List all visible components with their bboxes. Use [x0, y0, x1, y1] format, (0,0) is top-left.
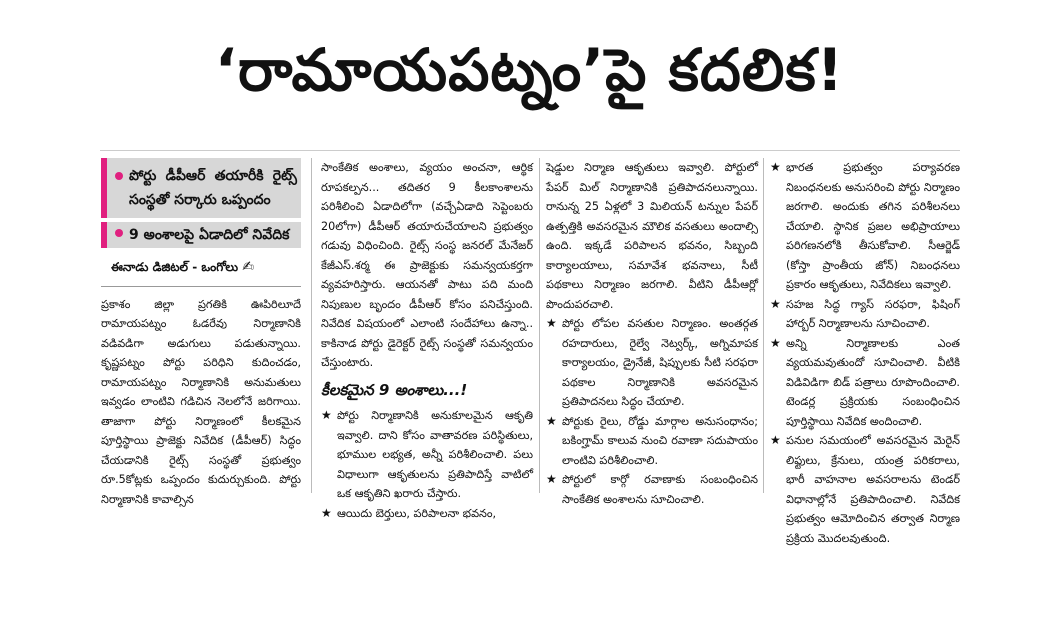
star-icon: ★ — [546, 316, 557, 330]
headline: ‘రామాయపట్నం’పై కదలిక! — [214, 36, 845, 104]
column-4 — [770, 158, 960, 548]
byline — [111, 258, 301, 278]
star-icon: ★ — [770, 335, 781, 350]
pen-icon: ✍ — [242, 259, 254, 275]
top-divider — [100, 150, 960, 151]
column-2 — [321, 158, 533, 523]
col1-body: ప్రకాశం జిల్లా ప్రగతికి ఊపిరిలూదే రామాయపట్నం ఓడరేవు నిర్మాణానికి వడివడిగా అడుగులు పడుతున్నాయి. కృష్ణపట్నం పోర్టు పరిధిని కుదించడం, రామాయపట్నం నిర్మాణానికి అనుమతులు ఇవ్వడం లాంటివి గడిచిన నెలలోనే జరిగాయి. తాజాగా పోర్టు నిర్మాణంలో కీలకమైన పూర్తిస్థాయి ప్రాజెక్టు నివేదిక (డీపీఆర్) సిద్ధం చేయడానికి రైట్స్ సంస్థతో ప్రభుత్వం రూ.5కోట్లకు ఒప్పందం కుదుర్చుకుంది. పోర్టు నిర్మాణానికి కావాల్సిన — [101, 297, 301, 506]
highlight-item-2 — [101, 222, 301, 248]
list-item-text: పోర్టు లోపల వసతుల నిర్మాణం. అంతర్గత రహదారులు, రైల్వే నెట్వర్క్, అగ్నిమాపక కార్యాలయం, డ్రైనేజీ, షిప్పులకు సీటి సరఫరా పథకాల నిర్మాణానికి అవసరమైన ప్రతిపాదనలు సిద్ధం చేయాలి. — [562, 317, 758, 408]
list-item-text: ఆయిదు బెర్తులు, పరిపాలనా భవనం, — [337, 506, 497, 520]
star-icon: ★ — [321, 408, 332, 422]
highlight-item-1 — [115, 164, 297, 212]
list-item-text: భారత ప్రభుత్వం పర్యావరణ నిబంధనలకు అనుసరించి పోర్టు నిర్మాణం జరగాలి. అందుకు తగిన పరిశీలనలు చేయాలి. స్థానిక ప్రజల అభిప్రాయాలు పరిగణనలోకి తీసుకోవాలి. సీఆర్జెడ్ (కోస్తా ప్రాంతీయ జోన్) నిబంధనలు ప్రకారం ఆకృతులు, నివేదికలు ఇవ్వాలి. — [786, 161, 960, 291]
list-item — [546, 314, 758, 412]
list-item-text: సహజ సిద్ధ గ్యాస్ సరఫరా, ఫిషింగ్ హార్బర్ నిర్మాణాలను సూచించాలి. — [786, 297, 960, 330]
star-icon: ★ — [321, 505, 332, 520]
star-icon: ★ — [546, 413, 557, 428]
byline-text: ఈనాడు డిజిటల్ - ఒంగోలు — [111, 260, 239, 274]
column-divider — [311, 158, 312, 493]
col3-body: షెడ్డుల నిర్మాణ ఆకృతులు ఇవ్వాలి. పోర్టులో పేపర్ మిల్ నిర్మాణానికి ప్రతిపాదనలున్నాయి. రానున్న 25 ఏళ్లలో 3 మిలియన్ టన్నుల పేపర్ ఉత్పత్తికి అవసరమైన మౌలిక వసతులు అందాల్సి ఉంది. ఇక్కడే పరిపాలన భవనం, సిబ్బంది కార్యాలయాలు, సమావేశ భవనాలు, సీటీ పథకాలు నిర్మాణం జరగాలి. వీటిని డీపీఆర్లో పొందుపరచాలి. — [546, 161, 758, 311]
bullet-dot-icon — [115, 229, 123, 237]
highlight-text-1: పోర్టు డీపీఆర్ తయారీకి రైట్స్ సంస్థతో సర్కారు ఒప్పందం — [129, 168, 297, 208]
star-icon: ★ — [770, 433, 781, 447]
list-item-text: పోర్టులో కార్గో రవాణాకు సంబంధించిన సాంకేతిక అంశాలను సూచించాలి. — [562, 473, 758, 506]
subheading: కీలకమైన 9 అంశాలు...! — [321, 380, 468, 399]
bullet-dot-icon — [115, 172, 123, 180]
column-1 — [101, 158, 301, 509]
list-item-text: పోర్టు నిర్మాణానికి అనుకూలమైన ఆకృతి ఇవ్వాలి. దాని కోసం వాతావరణ పరిస్థితులు, భూముల లభ్యత, అన్నీ పరిశీలించాలి. పలు విధాలుగా ఆకృతులను ప్రతిపాదిస్తే వాటిలో ఒక ఆకృతిని ఖరారు చేస్తారు. — [337, 409, 533, 500]
list-item — [770, 431, 960, 548]
column-3 — [546, 158, 758, 509]
list-item — [770, 334, 960, 432]
list-item-text: అన్ని నిర్మాణాలకు ఎంత వ్యయమవుతుందో సూచించాలి. వీటికి విడివిడిగా బిడ్ పత్రాలు రూపొందించాలి. టెండర్ల ప్రక్రియకు సంబంధించిన పూర్తిస్థాయి నివేదిక అందించాలి. — [786, 336, 960, 428]
column-divider — [763, 158, 764, 493]
star-icon: ★ — [770, 296, 781, 311]
list-item — [321, 504, 533, 524]
highlight-text-2: 9 అంశాలపై ఏడాదిలో నివేదిక — [129, 227, 290, 243]
column-divider — [539, 158, 540, 493]
star-icon: ★ — [546, 472, 557, 486]
list-item — [546, 470, 758, 509]
list-item — [546, 412, 758, 471]
highlight-box-1 — [101, 158, 301, 218]
byline-divider — [101, 286, 301, 287]
list-item — [321, 406, 533, 504]
list-item-text: పోర్టుకు రైలు, రోడ్డు మార్గాల అనుసంధానం; బకింగ్హామ్ కాలువ నుంచి రవాణా సదుపాయం లాంటివి పరిశీలించాలి. — [562, 414, 758, 467]
list-item — [770, 295, 960, 334]
star-icon: ★ — [770, 160, 781, 174]
list-item-text: పనుల సమయంలో అవసరమైన మెరైన్ లిఫ్టులు, క్రేనులు, యంత్ర పరికరాలు, భారీ వాహనాల అవసరాలను టెండర్ విధానాల్లోనే ప్రతిపాదించాలి. నివేదిక ప్రభుత్వం ఆమోదించిన తర్వాత నిర్మాణ ప్రక్రియ మొదలవుతుంది. — [786, 434, 960, 545]
col2-body: సాంకేతిక అంశాలు, వ్యయం అంచనా, ఆర్థిక రూపకల్పన... తదితర 9 కీలకాంశాలను పరిశీలించి ఏడాదిలోగా (వచ్చేఏడాది సెప్టెంబరు 20లోగా) డీపీఆర్ తయారుచేయాలని ప్రభుత్వం గడువు విధించింది. రైట్స్ సంస్థ జనరల్ మేనేజర్ కేజీఎస్.శర్మ ఈ ప్రాజెక్టుకు సమన్వయకర్తగా వ్యవహరిస్తారు. ఆయనతో పాటు పది మంది నిపుణుల బృందం డీపీఆర్ కోసం పనిచేస్తుంది. నివేదిక విషయంలో ఎలాంటి సందేహాలు ఉన్నా.. కాకినాడ పోర్టు డైరెక్టర్ రైట్స్ సంస్థతో సమన్వయం చేస్తుంటారు. — [321, 161, 533, 369]
list-item — [770, 158, 960, 295]
